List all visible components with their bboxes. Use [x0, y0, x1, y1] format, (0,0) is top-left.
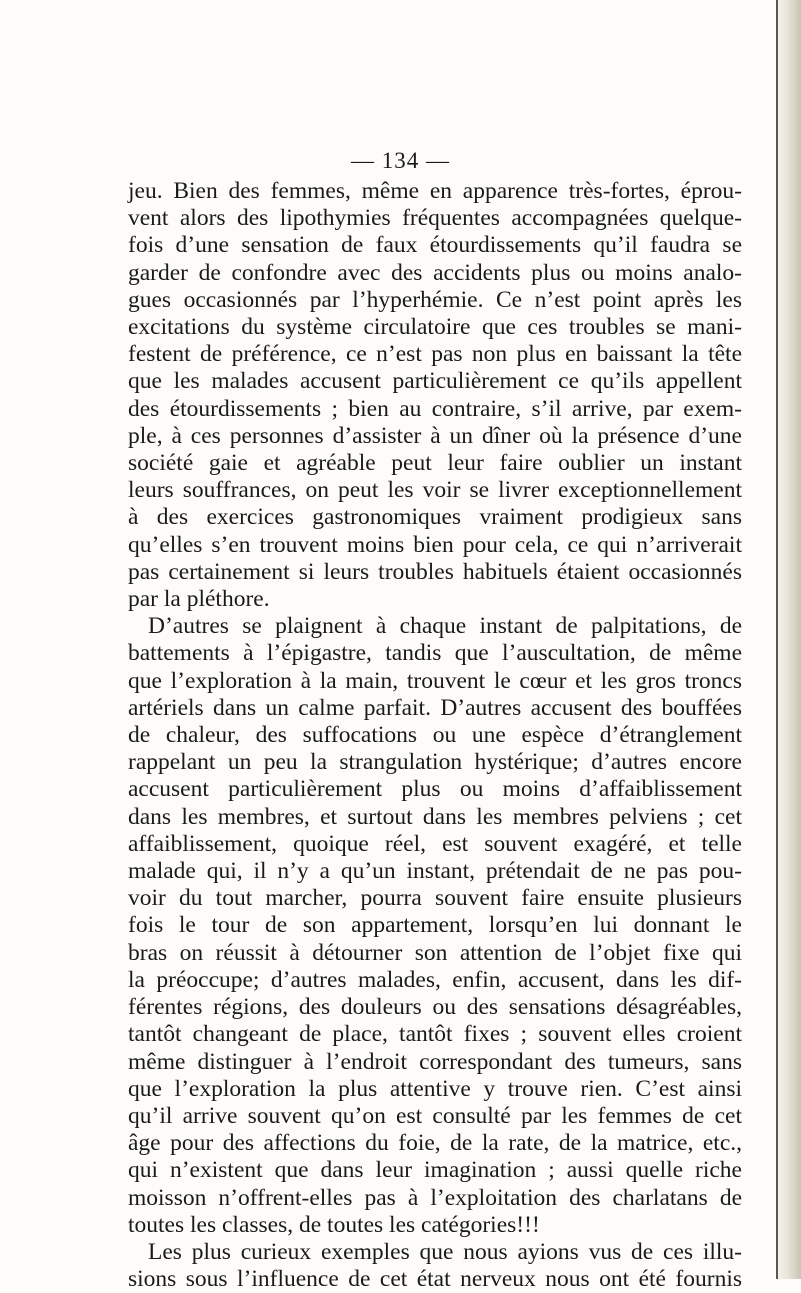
page-edge-shadow	[777, 0, 801, 1279]
text-line: des étourdissements ; bien au contraire, s’il arrive, par exem-	[128, 395, 742, 422]
text-line: leurs souffrances, on peut les voir se livrer exceptionnellement	[128, 477, 742, 504]
text-line: que les malades accusent particulièrement ce qu’ils appellent	[128, 368, 742, 395]
text-line: bras on réussit à détourner son attention de l’objet fixe qui	[128, 939, 742, 966]
body-text	[128, 178, 742, 1293]
text-line: vent alors des lipothymies fréquentes accompagnées quelque-	[128, 205, 742, 232]
text-line: que l’exploration la plus attentive y trouve rien. C’est ainsi	[128, 1075, 742, 1102]
text-line: ple, à ces personnes d’assister à un dîner où la présence d’une	[128, 422, 742, 449]
text-line: fois d’une sensation de faux étourdissements qu’il faudra se	[128, 232, 742, 259]
text-line: jeu. Bien des femmes, même en apparence très-fortes, éprou-	[128, 178, 742, 204]
text-line: battements à l’épigastre, tandis que l’auscultation, de même	[128, 640, 742, 667]
page-edge-line	[776, 0, 778, 1279]
text-line: rappelant un peu la strangulation hystérique; d’autres encore	[128, 749, 742, 776]
text-line: âge pour des affections du foie, de la rate, de la matrice, etc.,	[128, 1130, 742, 1157]
text-line: de chaleur, des suffocations ou une espèce d’étranglement	[128, 722, 742, 749]
text-line: malade qui, il n’y a qu’un instant, prétendait de ne pas pou-	[128, 858, 742, 885]
text-line: dans les membres, et surtout dans les membres pelviens ; cet	[128, 803, 742, 830]
text-line: pas certainement si leurs troubles habituels étaient occasionnés	[128, 558, 742, 585]
text-line: Les plus curieux exemples que nous ayions vus de ces illu-	[148, 1238, 742, 1265]
text-line: moisson n’offrent-elles pas à l’exploitation des charlatans de	[128, 1184, 742, 1211]
text-line: festent de préférence, ce n’est pas non plus en baissant la tête	[128, 341, 742, 368]
text-line: férentes régions, des douleurs ou des sensations désagréables,	[128, 994, 742, 1021]
text-line: artériels dans un calme parfait. D’autres accusent des bouffées	[128, 694, 742, 721]
text-line: sions sous l’influence de cet état nerveux nous ont été fournis	[128, 1266, 742, 1293]
text-line: qu’il arrive souvent qu’on est consulté par les femmes de cet	[128, 1102, 742, 1129]
text-line: fois le tour de son appartement, lorsqu’en lui donnant le	[128, 912, 742, 939]
text-line: D’autres se plaignent à chaque instant de palpitations, de	[148, 613, 742, 640]
text-line: excitations du système circulatoire que ces troubles se mani-	[128, 314, 742, 341]
text-line: accusent particulièrement plus ou moins d’affaiblissement	[128, 776, 742, 803]
text-line: tantôt changeant de place, tantôt fixes ; souvent elles croient	[128, 1021, 742, 1048]
text-line: que l’exploration à la main, trouvent le cœur et les gros troncs	[128, 667, 742, 694]
text-line: par la pléthore.	[128, 586, 270, 613]
page-number: — 134 —	[351, 148, 450, 173]
text-line: garder de confondre avec des accidents plus ou moins analo-	[128, 259, 742, 286]
text-line: qui n’existent que dans leur imagination ; aussi quelle riche	[128, 1157, 742, 1184]
text-line: affaiblissement, quoique réel, est souvent exagéré, et telle	[128, 830, 742, 857]
text-line: gues occasionnés par l’hyperhémie. Ce n’est point après les	[128, 286, 742, 313]
text-line: même distinguer à l’endroit correspondant des tumeurs, sans	[128, 1048, 742, 1075]
text-line: à des exercices gastronomiques vraiment prodigieux sans	[128, 504, 742, 531]
text-line: toutes les classes, de toutes les catégories!!!	[128, 1211, 540, 1238]
text-line: qu’elles s’en trouvent moins bien pour cela, ce qui n’arriverait	[128, 531, 742, 558]
text-line: société gaie et agréable peut leur faire oublier un instant	[128, 450, 742, 477]
text-line: la préoccupe; d’autres malades, enfin, accusent, dans les dif-	[128, 966, 742, 993]
text-line: voir du tout marcher, pourra souvent faire ensuite plusieurs	[128, 885, 742, 912]
